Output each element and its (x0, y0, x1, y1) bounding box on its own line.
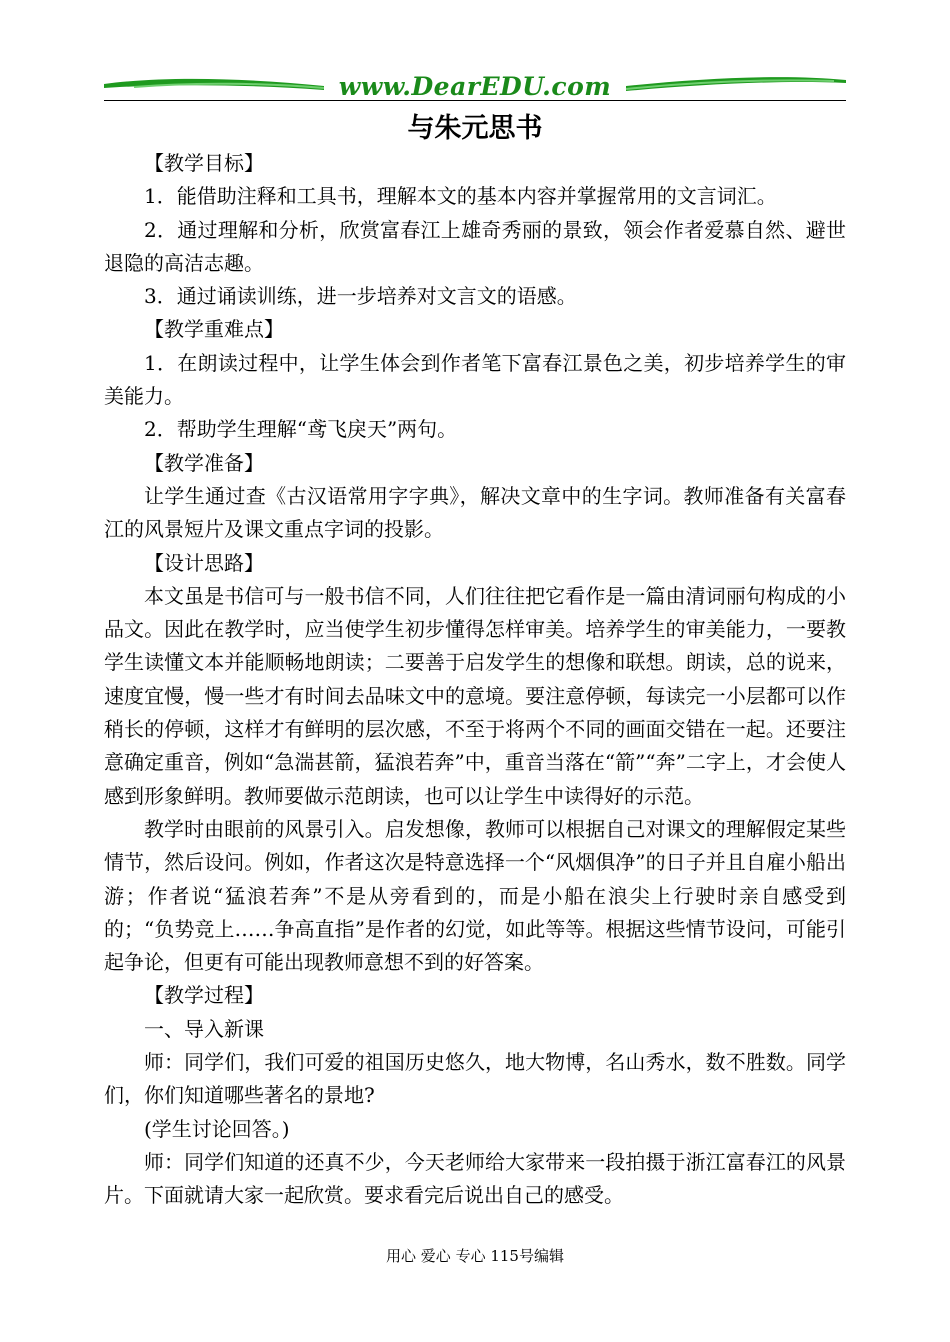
document-body (104, 147, 846, 1213)
section-heading-preparation: 【教学准备】 (144, 450, 264, 475)
paragraph: 让学生通过查《古汉语常用字字典》，解决文章中的生字词。教师准备有关富春江的风景短片及课文重点字词的投影。 (104, 483, 846, 542)
paragraph: 3．通过诵读训练，进一步培养对文言文的语感。 (144, 284, 577, 309)
paragraph: 一、导入新课 (144, 1016, 264, 1041)
page-footer: 用心 爱心 专心 115号编辑 (386, 1247, 564, 1265)
paragraph: 教学时由眼前的风景引入。启发想像，教师可以根据自己对课文的理解假定某些情节，然后设问。例如，作者这次是特意选择一个“风烟俱净”的日子并且自雇小船出游；作者说“猛浪若奔”不是从旁看到的，而是小船在浪尖上行驶时亲自感受到的；“负势竞上……争高直指”是作者的幻觉，如此等等。根据这些情节设问，可能引起争论，但更有可能出现教师意想不到的好答案。 (104, 816, 846, 975)
paragraph: 本文虽是书信可与一般书信不同，人们往往把它看作是一篇由清词丽句构成的小品文。因此在教学时，应当使学生初步懂得怎样审美。培养学生的审美能力，一要教学生读懂文本并能顺畅地朗读；二要善于启发学生的想像和联想。朗读，总的说来，速度宜慢，慢一些才有时间去品味文中的意境。要注意停顿，每读完一小层都可以作稍长的停顿，这样才有鲜明的层次感，不至于将两个不同的画面交错在一起。还要注意确定重音，例如“急湍甚箭，猛浪若奔”中，重音当落在“箭”“奔”二字上，才会使人感到形象鲜明。教师要做示范朗读，也可以让学生中读得好的示范。 (104, 583, 846, 808)
paragraph: 1．在朗读过程中，让学生体会到作者笔下富春江景色之美，初步培养学生的审美能力。 (104, 350, 846, 409)
page-title: 与朱元思书 (407, 113, 543, 144)
section-heading-objectives: 【教学目标】 (144, 151, 264, 175)
paragraph: 师：同学们，我们可爱的祖国历史悠久，地大物博，名山秀水，数不胜数。同学们，你们知道哪些著名的景地? (104, 1050, 846, 1108)
paragraph: 1．能借助注释和工具书，理解本文的基本内容并掌握常用的文言词汇。 (144, 184, 777, 209)
paragraph: 2．通过理解和分析，欣赏富春江上雄奇秀丽的景致，领会作者爱慕自然、避世退隐的高洁志趣。 (104, 217, 846, 275)
section-heading-design: 【设计思路】 (144, 550, 264, 575)
site-url[interactable]: www.DearEDU.com (338, 72, 612, 101)
site-header (104, 70, 846, 104)
paragraph: 2．帮助学生理解“鸢飞戾天”两句。 (144, 417, 458, 442)
header-divider (104, 100, 846, 101)
paragraph: 师：同学们知道的还真不少，今天老师给大家带来一段拍摄于浙江富春江的风景片。下面就请大家一起欣赏。要求看完后说出自己的感受。 (104, 1149, 846, 1208)
section-heading-process: 【教学过程】 (144, 983, 264, 1008)
paragraph: (学生讨论回答。) (144, 1116, 290, 1141)
section-heading-key-points: 【教学重难点】 (144, 317, 284, 342)
